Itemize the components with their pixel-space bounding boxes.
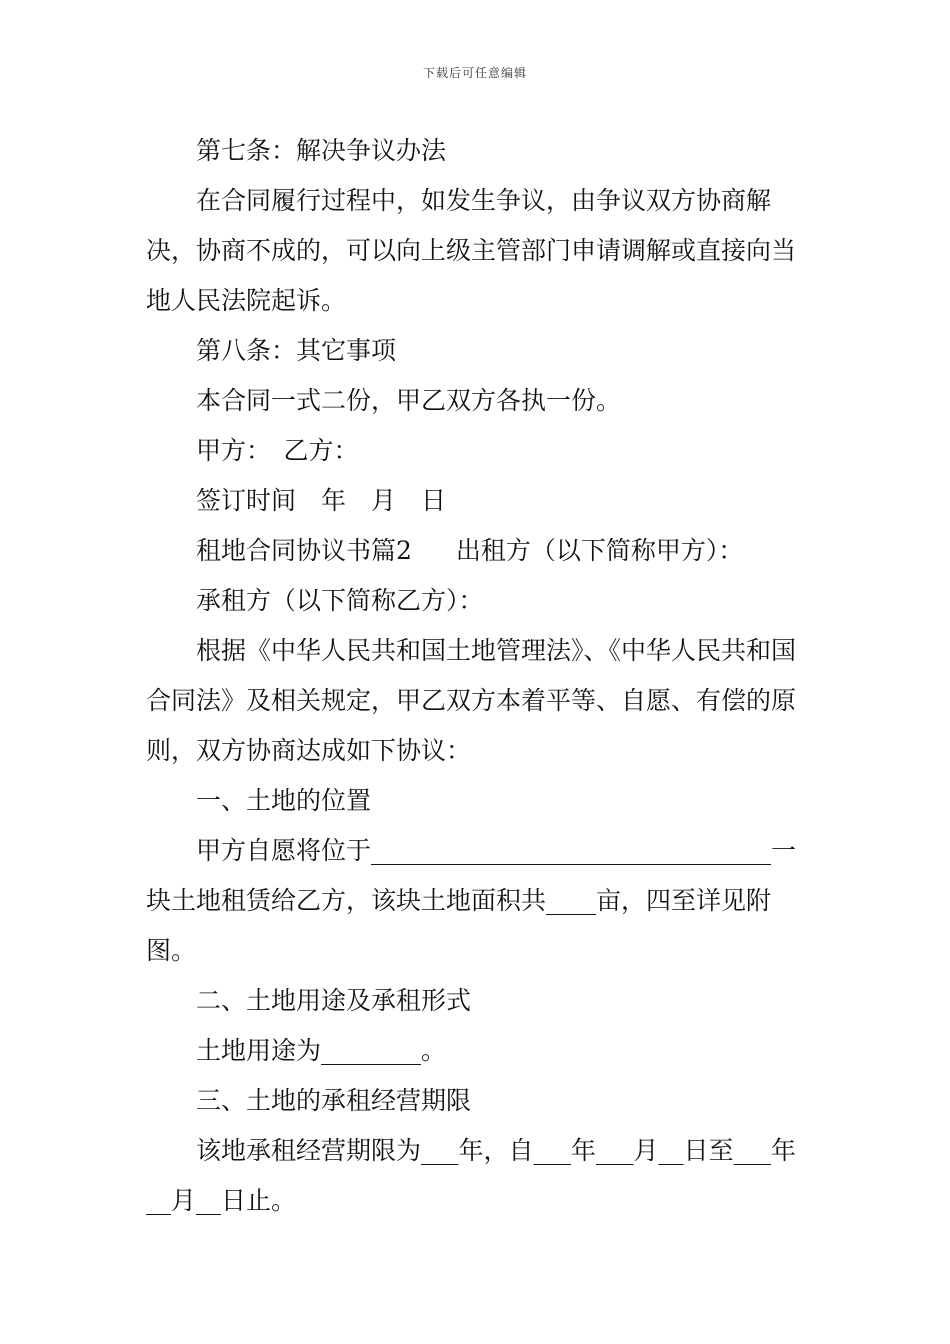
signing-date: 签订时间 年 月 日 <box>196 486 447 515</box>
clause-3-heading: 三、土地的承租经营期限 <box>196 1086 472 1115</box>
party-signatures: 甲方： 乙方： <box>196 436 359 465</box>
clause-1-heading: 一、土地的位置 <box>196 786 372 815</box>
clause-2-text: 土地用途为________。 <box>196 1036 447 1065</box>
article-7-heading: 第七条：解决争议办法 <box>196 136 447 165</box>
article-7-text: 在合同履行过程中，如发生争议，由争议双方协商解决，协商不成的，可以向上级主管部门申请调解或直接向当地人民法院起诉。 <box>146 186 797 315</box>
lessor-label: 出租方（以下简称甲方）： <box>455 536 744 565</box>
article-8-text: 本合同一式二份，甲乙双方各执一份。 <box>196 386 622 415</box>
section-2-title: 租地合同协议书篇2 <box>196 536 412 565</box>
clause-3-text: 该地承租经营期限为___年，自___年___月__日至___年__月__日止。 <box>146 1136 797 1215</box>
article-8-heading: 第八条：其它事项 <box>196 336 397 365</box>
lessee-label: 承租方（以下简称乙方）： <box>196 586 484 615</box>
document-body <box>146 126 806 1226</box>
clause-2-heading: 二、土地用途及承租形式 <box>196 986 472 1015</box>
clause-1-text: 甲方自愿将位于________________________________一块土地租赁给乙方，该块土地面积共____亩，四至详见附图。 <box>146 836 797 965</box>
preamble-text: 根据《中华人民共和国土地管理法》、《中华人民共和国合同法》及相关规定，甲乙双方本着平等、自愿、有偿的原则，双方协商达成如下协议： <box>146 636 797 765</box>
page-header: 下载后可任意编辑 <box>422 66 527 80</box>
section-2-title-line <box>146 526 806 576</box>
